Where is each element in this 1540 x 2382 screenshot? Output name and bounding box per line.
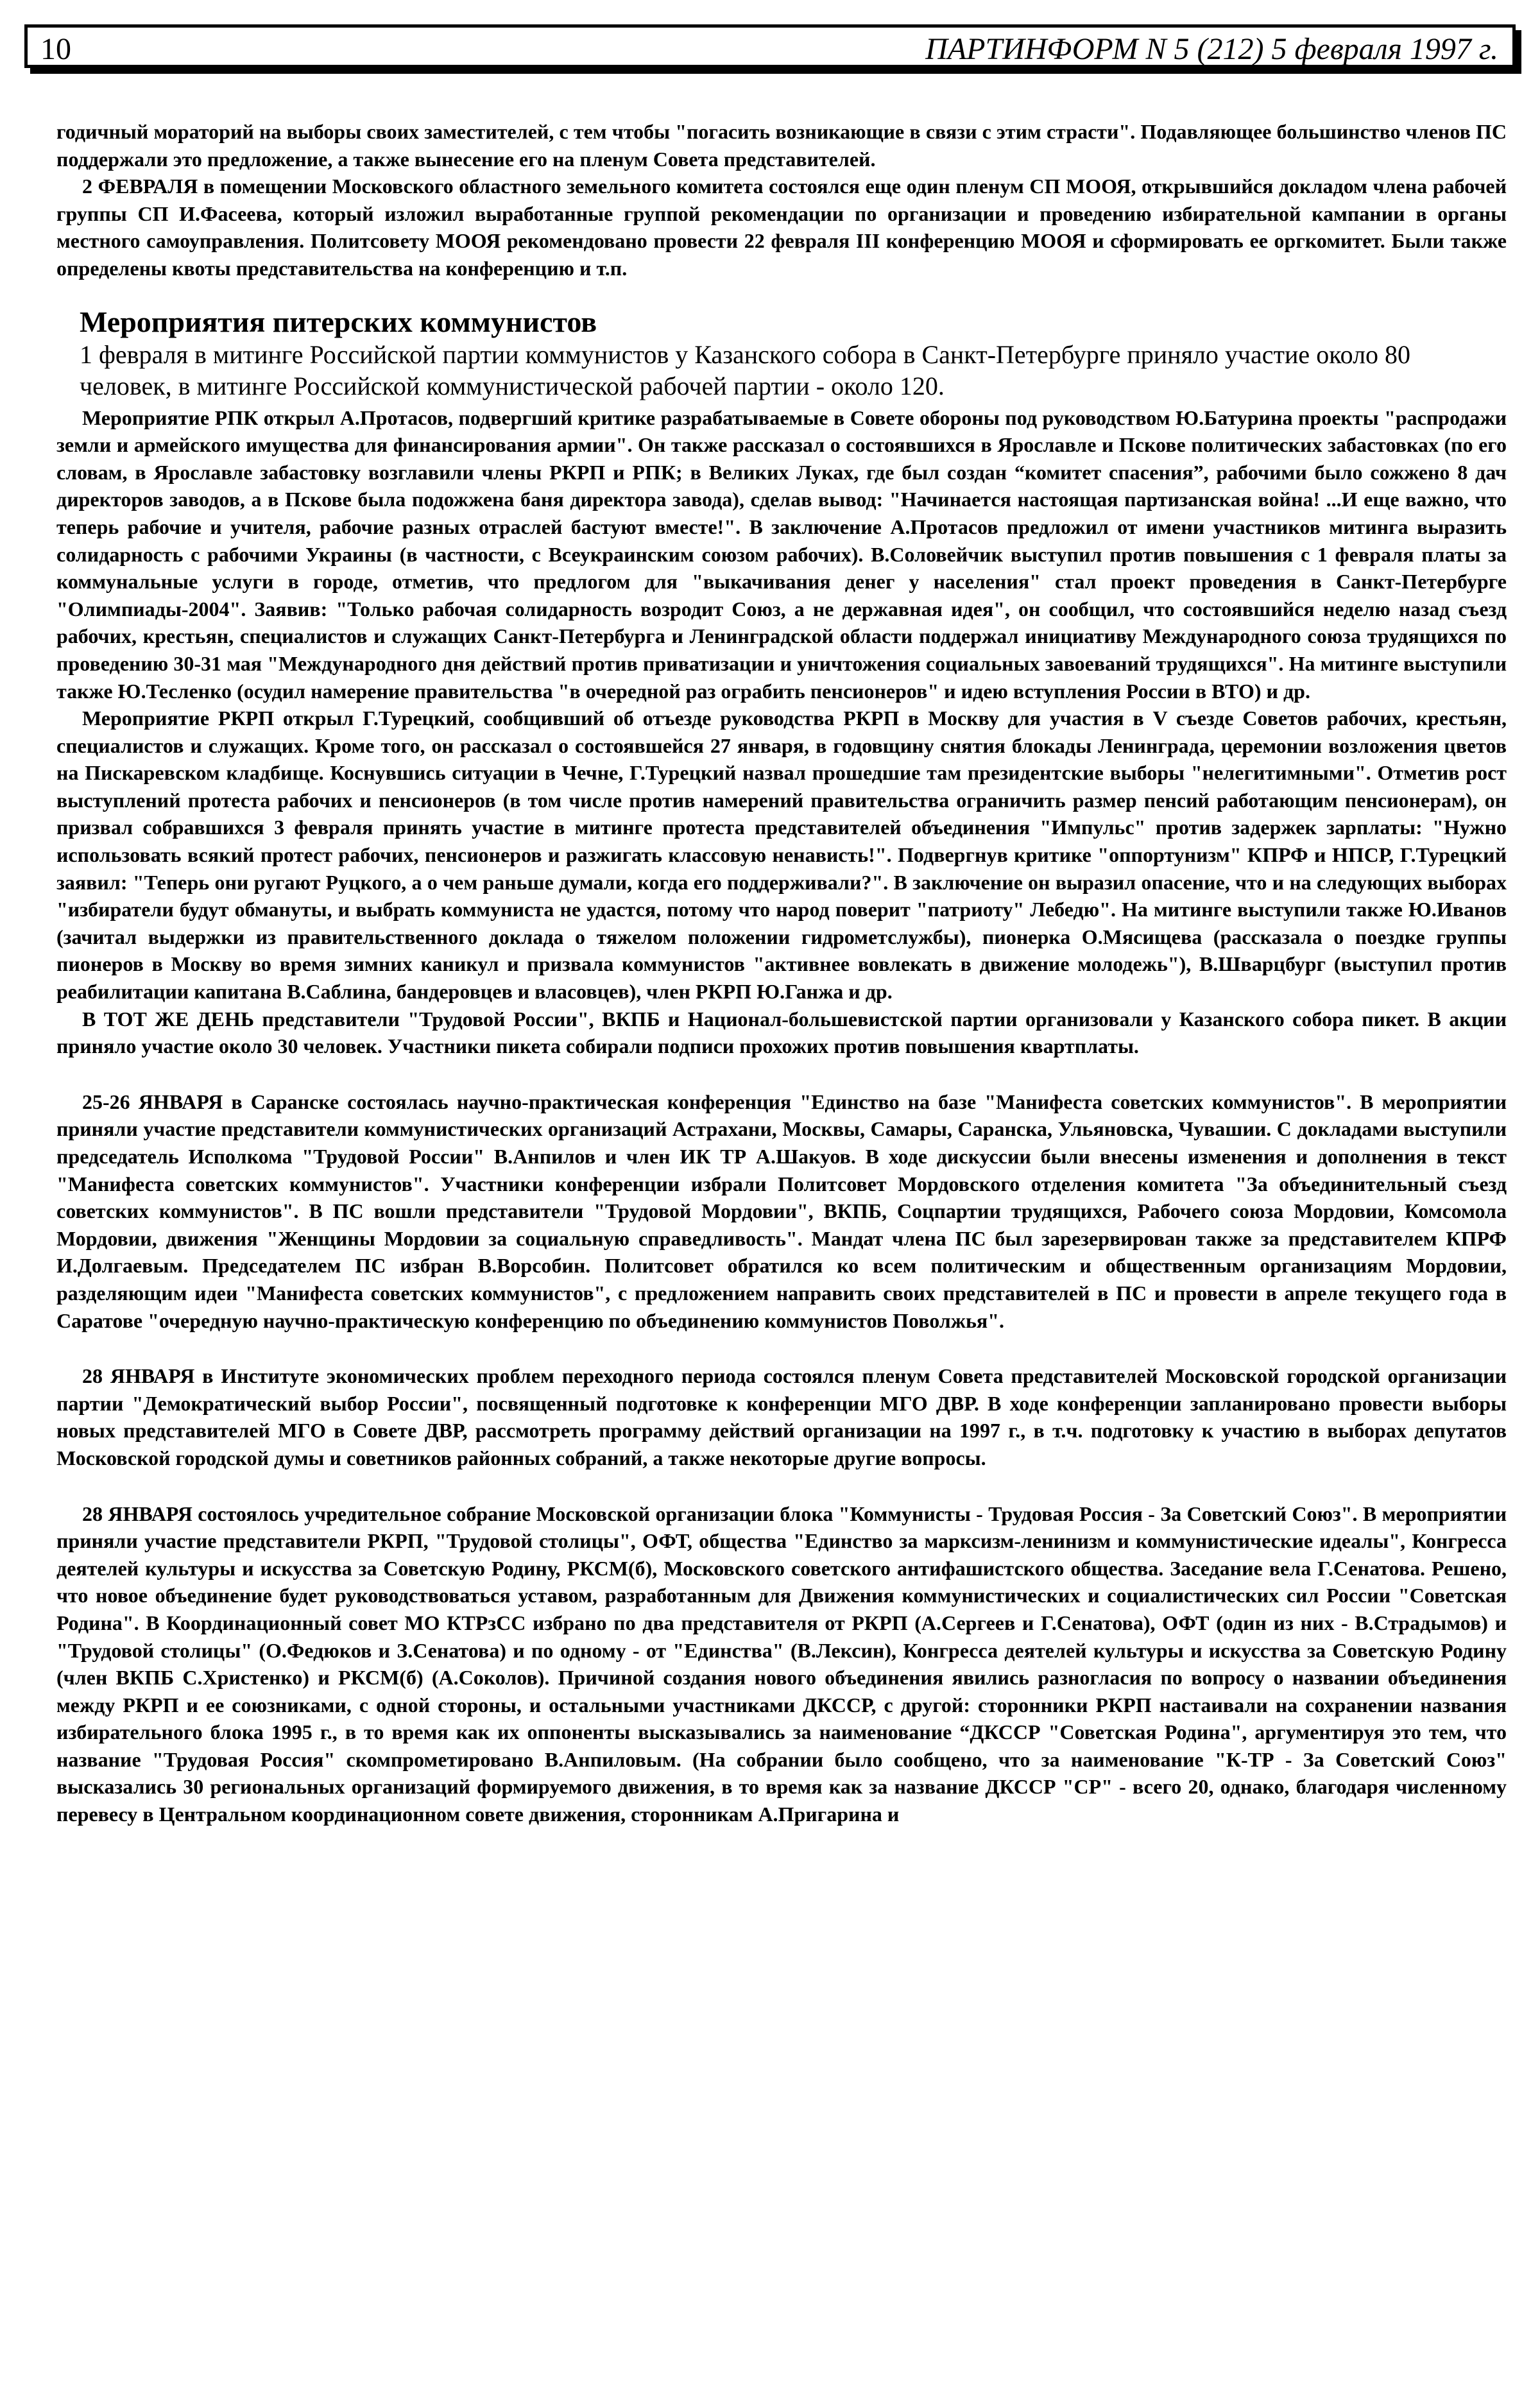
paragraph: 28 ЯНВАРЯ в Институте экономических проблем переходного периода состоялся пленум Совета представителей Московской городской организации партии "Демократический выбор России", посвященный подготовке к конференции МГО ДВР. В ходе конференции запланировано провести выборы новых представителей МГО в Совете ДВР, рассмотреть программу действий организации на 1997 г., в т.ч. подготовку к участию в выборах депутатов Московской городской думы и советников районных собраний, а также некоторые другие вопросы. — [56, 1364, 1507, 1469]
spacer — [56, 1472, 1507, 1500]
paragraph: Мероприятие РПК открыл А.Протасов, подвергший критике разрабатываемые в Совете обороны под руководством Ю.Батурина проекты "распродажи земли и армейского имущества для финансирования армии". Он также рассказал о состоявшихся в Ярославле и Пскове политических забастовках (по его словам, в Ярославле забастовку возглавили члены РКРП и РПК; в Великих Луках, где был создан “комитет спасения”, рабочими было сожжено 8 дач директоров заводов, а в Пскове была подожжена баня директора завода), сделав вывод: "Начинается настоящая партизанская война! ...И еще важно, что теперь рабочие и учителя, рабочие разных отраслей бастуют вместе!". В заключение А.Протасов предложил от имени участников митинга выразить солидарность с рабочими Украины (в частности, с Всеукраинским союзом рабочих). В.Соловейчик выступил против повышения с 1 февраля платы за коммунальные услуги в городе, отметив, что предлогом для "выкачивания денег у населения" стал проект проведения в Санкт-Петербурге "Олимпиады-2004". Заявив: "Только рабочая солидарность возродит Союз, а не державная идея", он сообщил, что состоявшийся неделю назад съезд рабочих, крестьян, специалистов и служащих Санкт-Петербурга и Ленинградской области поддержал инициативу Международного союза трудящихся по проведению 30-31 мая "Международного дня действий против приватизации и уничтожения социальных завоеваний трудящихся". На митинге выступили также Ю.Тесленко (осудил намерение правительства "в очередной раз ограбить пенсионеров" и идею вступления России в ВТО) и др. — [56, 406, 1507, 703]
spacer — [56, 1334, 1507, 1362]
paragraph: 25-26 ЯНВАРЯ в Саранске состоялась научно-практическая конференция "Единство на базе "Манифеста советских коммунистов". В мероприятии приняли участие представители коммунистических организаций Астрахани, Москвы, Самары, Саранска, Ульяновска, Чувашии. С докладами выступили председатель Исполкома "Трудовой России" В.Анпилов и член ИК ТР А.Шакуов. В ходе дискуссии были внесены изменения и дополнения в текст "Манифеста советских коммунистов". Участники конференции избрали Политсовет Мордовского отделения комитета "За объединительный съезд советских коммунистов". В ПС вошли представители "Трудовой Мордовии", ВКПБ, Соцпартии трудящихся, Рабочего союза Мордовии, Комсомола Мордовии, движения "Женщины Мордовии за социальную справедливость". Мандат члена ПС был зарезервирован также за представителем КПРФ И.Долгаевым. Председателем ПС избран В.Ворсобин. Политсовет обратился ко всем политическим и общественным организациям Мордовии, разделяющим идеи "Манифеста советских коммунистов", с предложением направить своих представителей в ПС и провести в апреле текущего года в Саратове "очередную научно-практическую конференцию по объединению коммунистов Поволжья". — [56, 1090, 1507, 1332]
page-number: 10 — [40, 32, 71, 66]
publication-title: ПАРТИНФОРМ N 5 (212) 5 февраля 1997 г. — [925, 32, 1498, 66]
page-header — [24, 24, 1516, 68]
spacer — [56, 1060, 1507, 1088]
lead-paragraph: 1 февраля в митинге Российской партии коммунистов у Казанского собора в Санкт-Петербурге приняло участие около 80 человек, в митинге Российской коммунистической рабочей партии - около 120. — [80, 339, 1411, 400]
paragraph: Мероприятие РКРП открыл Г.Турецкий, сообщивший об отъезде руководства РКРП в Москву для участия в V съезде Советов рабочих, крестьян, специалистов и служащих. Кроме того, он рассказал о состоявшейся 27 января, в годовщину снятия блокады Ленинграда, церемонии возложения цветов на Пискаревском кладбище. Коснувшись ситуации в Чечне, Г.Турецкий назвал прошедшие там президентские выборы "нелегитимными". Отметив рост выступлений протеста рабочих и пенсионеров (в том числе против намерений правительства ограничить размер пенсий работающим пенсионерам), он призвал собравшихся 3 февраля принять участие в митинге протеста представителей объединения "Импульс" против задержек зарплаты: "Нужно использовать всякий протест рабочих, пенсионеров и разжигать классовую ненависть!". Подвергнув критике "оппортунизм" КПРФ и НПСР, Г.Турецкий заявил: "Теперь они ругают Руцкого, а о чем раньше думали, когда его поддерживали?". В заключение он выразил опасение, что и на следующих выборах "избиратели будут обмануты, и выбрать коммуниста не удастся, потому что народ поверит "патриоту" Лебедю". На митинге выступили также Ю.Иванов (зачитал выдержки из правительственного доклада о тяжелом положении гидрометслужбы), пионерка О.Мясищева (рассказала о поездке группы пионеров в Москву во время зимних каникул и призвала коммунистов "активнее вовлекать в движение молодежь"), В.Шварцбург (выступил против реабилитации капитана В.Саблина, бандеровцев и власовцев), член РКРП Ю.Ганжа и др. — [56, 707, 1507, 1004]
paragraph: В ТОТ ЖЕ ДЕНЬ представители "Трудовой России", ВКПБ и Национал-большевистской партии организовали у Казанского собора пикет. В акции приняло участие около 30 человек. Участники пикета собирали подписи прохожих против повышения квартплаты. — [56, 1007, 1507, 1058]
paragraph: 28 ЯНВАРЯ состоялось учредительное собрание Московской организации блока "Коммунисты - Трудовая Россия - За Советский Союз". В мероприятии приняли участие представители РКРП, "Трудовой столицы", ОФТ, общества "Единство за марксизм-ленинизм и коммунистические идеалы", Конгресса деятелей культуры и искусства за Советскую Родину, РКСМ(б), Московского советского антифашистского общества. Заседание вела Г.Сенатова. Решено, что новое объединение будет руководствоваться уставом, разработанным для Движения коммунистических и социалистических сил России "Советская Родина". В Координационный совет МО КТРзСС избрано по два представителя от РКРП (А.Сергеев и Г.Сенатова), ОФТ (один из них - В.Страдымов) и "Трудовой столицы" (О.Федюков и З.Сенатова) и по одному - от "Единства" (В.Лексин), Конгресса деятелей культуры и искусства за Советскую Родину (член ВКПБ С.Христенко) и РКСМ(б) (А.Соколов). Причиной создания нового объединения явились разногласия по вопросу о названии объединения между РКРП и ее союзниками, с одной стороны, и остальными участниками ДКССР, с другой: сторонники РКРП настаивали на сохранении названия избирательного блока 1995 г., в то время как их оппоненты высказывались за наименование “ДКССР "Советская Родина", аргументируя это тем, что название "Трудовая Россия" скомпрометировано В.Анпиловым. (На собрании было сообщено, что за наименование "К-ТР - За Советский Союз" высказались 30 региональных организаций формируемого движения, в то время как за название ДКССР "СР" - всего 20, однако, благодаря численному перевесу в Центральном координационном совете движения, сторонникам А.Пригарина и — [56, 1502, 1507, 1826]
page — [24, 24, 1516, 1828]
article-body — [24, 118, 1516, 1828]
paragraph: 2 ФЕВРАЛЯ в помещении Московского областного земельного комитета состоялся еще один пленум СП МООЯ, открывшийся докладом члена рабочей группы СП И.Фасеева, который изложил выработанные группой рекомендации по организации и проведению избирательной кампании в органы местного самоуправления. Политсовету МООЯ рекомендовано провести 22 февраля III конференцию МООЯ и сформировать ее оргкомитет. Были также определены квоты представительства на конференцию и т.п. — [56, 175, 1507, 280]
section-heading: Мероприятия питерских коммунистов — [80, 305, 597, 338]
paragraph: годичный мораторий на выборы своих заместителей, с тем чтобы "погасить возникающие в связи с этим страсти". Подавляющее большинство членов ПС поддержали это предложение, а также вынесение его на пленум Совета представителей. — [56, 120, 1507, 171]
